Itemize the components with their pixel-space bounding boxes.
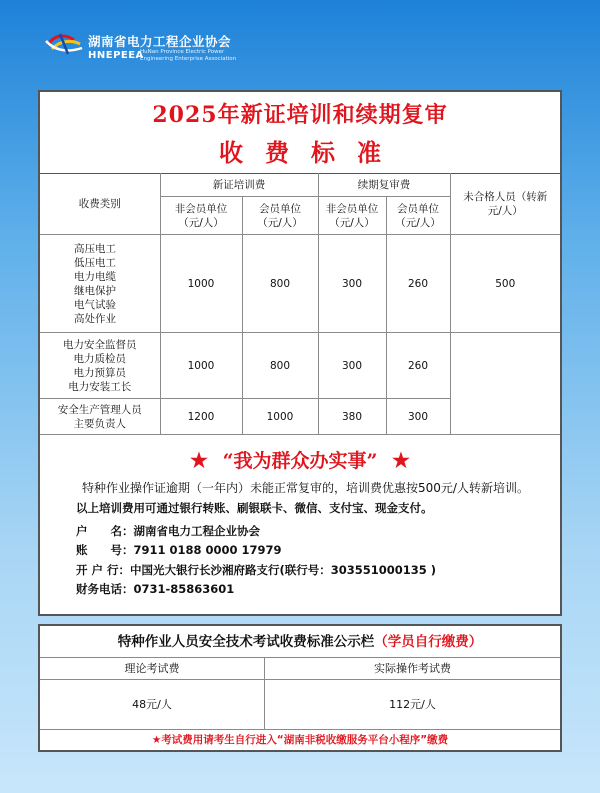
fee-title-line1: 2025年新证培训和续期复审 xyxy=(152,102,448,128)
header-category: 收费类别 xyxy=(40,174,160,235)
org-name-en-line2: Engineering Enterprise Association xyxy=(140,55,237,62)
header xyxy=(0,0,600,82)
row3-renew-nonmember: 380 xyxy=(318,399,386,435)
exam-fee-title-note: （学员自行缴费） xyxy=(374,634,483,650)
header-new-cert: 新证培训费 xyxy=(160,174,318,197)
row2-renew-nonmember: 300 xyxy=(318,333,386,399)
row2-new-member: 800 xyxy=(242,333,318,399)
payment-row-account-number xyxy=(76,541,560,561)
training-fee-panel xyxy=(38,90,562,616)
sub-renew-nonmember-text: 非会员单位（元/人） xyxy=(325,202,379,229)
row2-category-text: 电力安全监督员 电力质检员 电力预算员 电力安装工长 xyxy=(63,338,137,393)
org-abbr: HNEPEEA xyxy=(88,50,144,61)
row3-category-text: 安全生产管理人员 主要负责人 xyxy=(57,403,142,430)
table-row xyxy=(40,333,560,399)
account-name-label: 户 名： xyxy=(76,523,134,538)
table-row xyxy=(40,235,560,333)
row2-new-nonmember: 1000 xyxy=(160,333,242,399)
row3-new-nonmember: 1200 xyxy=(160,399,242,435)
exam-fee-title-text: 特种作业人员安全技术考试收费标准公示栏 xyxy=(117,634,375,650)
sub-renew-nonmember xyxy=(318,197,386,235)
star-icon: ★ xyxy=(392,448,410,472)
promo-section xyxy=(40,446,560,600)
account-number-label: 账 号： xyxy=(76,543,134,557)
star-icon: ★ xyxy=(190,448,208,472)
exam-fee-footnote: ★考试费用请考生自行进入“湖南非税收缴服务平台小程序”缴费 xyxy=(151,734,449,746)
fee-table xyxy=(40,173,560,435)
row2-renew-member: 260 xyxy=(386,333,450,399)
bank-value: 中国光大银行长沙湘府路支行(联行号：303551000135 ) xyxy=(130,562,437,577)
slogan-text: “我为群众办实事” xyxy=(222,450,378,472)
phone-value: 0731-85863601 xyxy=(133,582,235,596)
header-renewal: 续期复审费 xyxy=(318,174,450,197)
sub-new-nonmember-text: 非会员单位（元/人） xyxy=(174,202,228,229)
payment-info xyxy=(40,522,560,600)
theory-fee: 48元/人 xyxy=(40,680,265,729)
row1-category-text: 高压电工 低压电工 电力电缆 继电保护 电气试验 高处作业 xyxy=(74,242,116,325)
sub-new-nonmember xyxy=(160,197,242,235)
payment-row-account-name xyxy=(76,522,560,542)
sub-renew-member xyxy=(386,197,450,235)
promo-text: 特种作业操作证逾期（一年内）未能正常复审的，培训费优惠按500元/人转新培训。 xyxy=(82,481,529,495)
practice-fee: 112元/人 xyxy=(389,698,436,711)
sub-new-member-text: 会员单位（元/人） xyxy=(257,202,303,229)
exam-fee-panel xyxy=(38,624,562,752)
failed-fee-empty-2 xyxy=(450,399,560,435)
association-logo-icon xyxy=(44,30,84,56)
row1-new-member: 800 xyxy=(242,235,318,333)
fee-title-line2: 收费标准 xyxy=(219,138,403,167)
row1-category xyxy=(40,235,160,333)
slogan xyxy=(40,446,560,473)
row3-renew-member: 300 xyxy=(386,399,450,435)
table-row xyxy=(40,399,560,435)
org-name-cn: 湖南省电力工程企业协会 xyxy=(88,34,232,49)
row2-category xyxy=(40,333,160,399)
row1-renew-nonmember: 300 xyxy=(318,235,386,333)
payment-row-phone xyxy=(76,580,560,600)
payment-intro: 以上培训费用可通过银行转账、刷银联卡、微信、支付宝、现金支付。 xyxy=(76,501,433,515)
sub-new-member xyxy=(242,197,318,235)
exam-fee-value-row xyxy=(40,680,560,730)
header-theory: 理论考试费 xyxy=(40,658,265,679)
row1-new-nonmember: 1000 xyxy=(160,235,242,333)
exam-fee-header-row xyxy=(40,658,560,680)
payment-row-bank xyxy=(76,561,560,581)
account-name-value: 湖南省电力工程企业协会 xyxy=(133,523,260,538)
sub-renew-member-text: 会员单位（元/人） xyxy=(395,202,441,229)
phone-label: 财务电话： xyxy=(76,582,134,596)
header-failed xyxy=(450,174,560,235)
row1-renew-member: 260 xyxy=(386,235,450,333)
row3-new-member: 1000 xyxy=(242,399,318,435)
account-number-value: 7911 0188 0000 17979 xyxy=(133,543,282,557)
failed-fee-empty xyxy=(450,333,560,399)
exam-fee-title xyxy=(40,626,560,658)
bank-label: 开 户 行： xyxy=(76,562,131,577)
header-failed-text: 未合格人员（转新 元/人） xyxy=(463,191,548,217)
failed-fee: 500 xyxy=(450,235,560,333)
header-practice: 实际操作考试费 xyxy=(374,662,451,675)
org-name-en-line1: HuNan Province Electric Power xyxy=(140,49,225,55)
row3-category xyxy=(40,399,160,435)
org-name-en xyxy=(140,49,250,62)
